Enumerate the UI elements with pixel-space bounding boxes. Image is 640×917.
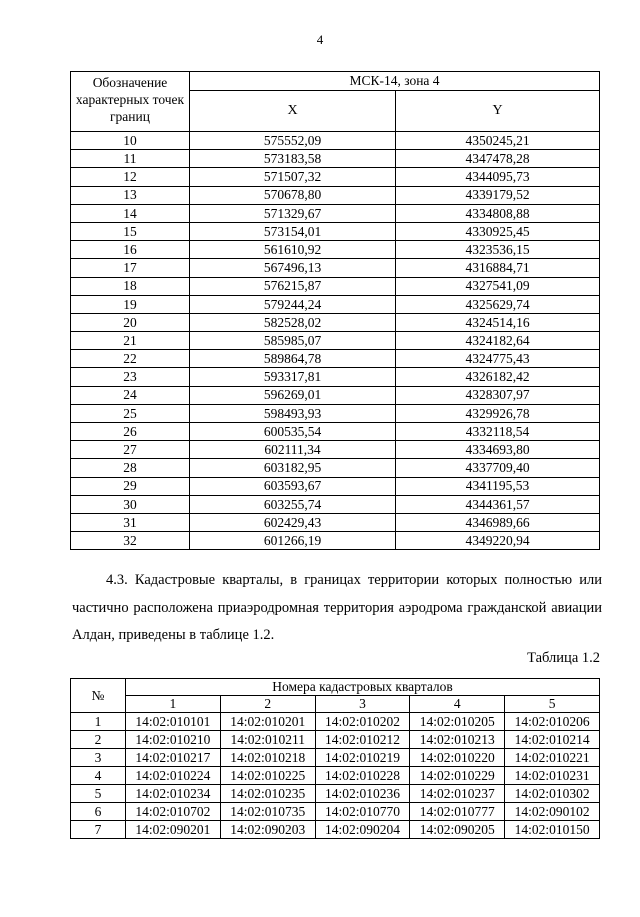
table-row — [71, 423, 600, 441]
y-coordinate-cell: 4316884,71 — [396, 259, 600, 277]
row-number-cell: 2 — [71, 731, 126, 749]
point-id-cell: 26 — [71, 423, 190, 441]
y-coordinate-cell: 4330925,45 — [396, 222, 600, 240]
y-coordinate-cell: 4332118,54 — [396, 423, 600, 441]
point-id-cell: 14 — [71, 204, 190, 222]
table-row — [71, 150, 600, 168]
cadastral-number-cell: 14:02:010225 — [220, 767, 315, 785]
point-id-cell: 24 — [71, 386, 190, 404]
x-coordinate-cell: 585985,07 — [190, 332, 396, 350]
paragraph-text: 4.3. Кадастровые кварталы, в границах территории которых полностью или частично расположена приаэродромная территория аэродрома гражданской авиации Алдан, приведены в таблице 1.2. — [72, 572, 602, 643]
cadastral-number-cell: 14:02:010221 — [505, 749, 600, 767]
cadastral-number-cell: 14:02:010101 — [126, 713, 221, 731]
x-coordinate-cell: 601266,19 — [190, 532, 396, 550]
x-coordinate-cell: 603255,74 — [190, 495, 396, 513]
cadastral-number-cell: 14:02:090204 — [315, 821, 410, 839]
table-row — [71, 313, 600, 331]
x-coordinate-cell: 598493,93 — [190, 404, 396, 422]
point-id-cell: 13 — [71, 186, 190, 204]
point-id-cell: 20 — [71, 313, 190, 331]
cadastral-number-cell: 14:02:010234 — [126, 785, 221, 803]
y-coordinate-cell: 4328307,97 — [396, 386, 600, 404]
table-row — [71, 441, 600, 459]
cadastral-number-cell: 14:02:010212 — [315, 731, 410, 749]
table-row — [71, 785, 600, 803]
point-id-cell: 11 — [71, 150, 190, 168]
x-coordinate-cell: 603182,95 — [190, 459, 396, 477]
table-row — [71, 713, 600, 731]
x-coordinate-cell: 600535,54 — [190, 423, 396, 441]
row-number-cell: 7 — [71, 821, 126, 839]
table-row — [71, 168, 600, 186]
y-coordinate-cell: 4346989,66 — [396, 513, 600, 531]
point-id-cell: 23 — [71, 368, 190, 386]
point-id-cell: 15 — [71, 222, 190, 240]
cadastral-number-cell: 14:02:010206 — [505, 713, 600, 731]
x-coordinate-cell: 571329,67 — [190, 204, 396, 222]
y-column-header: Y — [396, 91, 600, 132]
y-coordinate-cell: 4323536,15 — [396, 241, 600, 259]
table-row — [71, 277, 600, 295]
row-number-cell: 1 — [71, 713, 126, 731]
table-row — [71, 459, 600, 477]
point-id-cell: 17 — [71, 259, 190, 277]
page-number: 4 — [316, 32, 324, 47]
table-row — [71, 803, 600, 821]
point-id-cell: 12 — [71, 168, 190, 186]
cadastral-number-cell: 14:02:090203 — [220, 821, 315, 839]
point-id-cell: 29 — [71, 477, 190, 495]
x-coordinate-cell: 602429,43 — [190, 513, 396, 531]
cadastral-number-cell: 14:02:010205 — [410, 713, 505, 731]
cadastral-number-cell: 14:02:010210 — [126, 731, 221, 749]
y-coordinate-cell: 4334808,88 — [396, 204, 600, 222]
cadastral-table — [70, 678, 600, 839]
table-row — [71, 241, 600, 259]
number-column-header: № — [71, 679, 126, 713]
coordinate-system-header: МСК-14, зона 4 — [190, 72, 600, 91]
point-id-cell: 16 — [71, 241, 190, 259]
row-number-cell: 5 — [71, 785, 126, 803]
table-row — [71, 295, 600, 313]
cadastral-number-cell: 14:02:010150 — [505, 821, 600, 839]
x-coordinate-cell: 576215,87 — [190, 277, 396, 295]
x-column-header: X — [190, 91, 396, 132]
cadastral-number-cell: 14:02:010236 — [315, 785, 410, 803]
table-row — [71, 731, 600, 749]
cadastral-number-cell: 14:02:010228 — [315, 767, 410, 785]
row-number-cell: 3 — [71, 749, 126, 767]
y-coordinate-cell: 4349220,94 — [396, 532, 600, 550]
x-coordinate-cell: 589864,78 — [190, 350, 396, 368]
y-coordinate-cell: 4334693,80 — [396, 441, 600, 459]
cadastral-number-cell: 14:02:010702 — [126, 803, 221, 821]
y-coordinate-cell: 4347478,28 — [396, 150, 600, 168]
table-row — [71, 386, 600, 404]
table-row — [71, 513, 600, 531]
x-coordinate-cell: 573154,01 — [190, 222, 396, 240]
y-coordinate-cell: 4337709,40 — [396, 459, 600, 477]
cadastral-number-cell: 14:02:090102 — [505, 803, 600, 821]
cadastral-number-cell: 14:02:010229 — [410, 767, 505, 785]
cadastral-number-cell: 14:02:090201 — [126, 821, 221, 839]
y-coordinate-cell: 4326182,42 — [396, 368, 600, 386]
cadastral-number-cell: 14:02:010220 — [410, 749, 505, 767]
table-row — [71, 477, 600, 495]
row-number-cell: 4 — [71, 767, 126, 785]
point-id-cell: 22 — [71, 350, 190, 368]
y-coordinate-cell: 4329926,78 — [396, 404, 600, 422]
table-caption: Таблица 1.2 — [527, 650, 600, 666]
point-label-header: Обозначение характерных точек границ — [71, 72, 190, 132]
y-coordinate-cell: 4325629,74 — [396, 295, 600, 313]
cadastral-number-cell: 14:02:010217 — [126, 749, 221, 767]
cadastral-table-body — [71, 713, 600, 839]
x-coordinate-cell: 573183,58 — [190, 150, 396, 168]
cadastral-number-cell: 14:02:010777 — [410, 803, 505, 821]
table-row — [71, 222, 600, 240]
coordinates-table — [70, 71, 600, 550]
cadastral-number-cell: 14:02:010201 — [220, 713, 315, 731]
x-coordinate-cell: 575552,09 — [190, 132, 396, 150]
table-row — [71, 368, 600, 386]
point-id-cell: 28 — [71, 459, 190, 477]
x-coordinate-cell: 596269,01 — [190, 386, 396, 404]
cadastral-number-cell: 14:02:010237 — [410, 785, 505, 803]
column-number-header: 1 — [126, 696, 221, 713]
y-coordinate-cell: 4324775,43 — [396, 350, 600, 368]
table-row — [71, 767, 600, 785]
cadastral-number-cell: 14:02:010213 — [410, 731, 505, 749]
cadastral-number-cell: 14:02:010219 — [315, 749, 410, 767]
point-id-cell: 32 — [71, 532, 190, 550]
table-row — [71, 204, 600, 222]
cadastral-number-cell: 14:02:010211 — [220, 731, 315, 749]
y-coordinate-cell: 4327541,09 — [396, 277, 600, 295]
table-row — [71, 495, 600, 513]
y-coordinate-cell: 4324182,64 — [396, 332, 600, 350]
point-id-cell: 19 — [71, 295, 190, 313]
y-coordinate-cell: 4344361,57 — [396, 495, 600, 513]
table-row — [71, 404, 600, 422]
y-coordinate-cell: 4324514,16 — [396, 313, 600, 331]
column-number-header: 5 — [505, 696, 600, 713]
y-coordinate-cell: 4350245,21 — [396, 132, 600, 150]
cadastral-number-cell: 14:02:010770 — [315, 803, 410, 821]
x-coordinate-cell: 602111,34 — [190, 441, 396, 459]
table-row — [71, 132, 600, 150]
table-row — [71, 532, 600, 550]
cadastral-group-header: Номера кадастровых кварталов — [126, 679, 600, 696]
x-coordinate-cell: 571507,32 — [190, 168, 396, 186]
cadastral-number-cell: 14:02:010302 — [505, 785, 600, 803]
table-row — [71, 350, 600, 368]
table-row — [71, 332, 600, 350]
x-coordinate-cell: 579244,24 — [190, 295, 396, 313]
section-paragraph — [72, 567, 602, 650]
cadastral-number-cell: 14:02:010235 — [220, 785, 315, 803]
x-coordinate-cell: 582528,02 — [190, 313, 396, 331]
cadastral-number-cell: 14:02:010231 — [505, 767, 600, 785]
column-number-row — [71, 696, 600, 713]
y-coordinate-cell: 4341195,53 — [396, 477, 600, 495]
x-coordinate-cell: 593317,81 — [190, 368, 396, 386]
column-number-header: 2 — [220, 696, 315, 713]
x-coordinate-cell: 570678,80 — [190, 186, 396, 204]
column-number-header: 3 — [315, 696, 410, 713]
cadastral-number-cell: 14:02:010214 — [505, 731, 600, 749]
x-coordinate-cell: 567496,13 — [190, 259, 396, 277]
x-coordinate-cell: 561610,92 — [190, 241, 396, 259]
coordinates-table-body — [71, 132, 600, 550]
point-id-cell: 31 — [71, 513, 190, 531]
point-id-cell: 25 — [71, 404, 190, 422]
point-id-cell: 18 — [71, 277, 190, 295]
table-row — [71, 186, 600, 204]
table-row — [71, 749, 600, 767]
y-coordinate-cell: 4344095,73 — [396, 168, 600, 186]
point-id-cell: 30 — [71, 495, 190, 513]
cadastral-number-cell: 14:02:010218 — [220, 749, 315, 767]
column-number-header: 4 — [410, 696, 505, 713]
x-coordinate-cell: 603593,67 — [190, 477, 396, 495]
point-id-cell: 21 — [71, 332, 190, 350]
y-coordinate-cell: 4339179,52 — [396, 186, 600, 204]
cadastral-number-cell: 14:02:090205 — [410, 821, 505, 839]
row-number-cell: 6 — [71, 803, 126, 821]
cadastral-number-cell: 14:02:010224 — [126, 767, 221, 785]
cadastral-number-cell: 14:02:010735 — [220, 803, 315, 821]
point-id-cell: 10 — [71, 132, 190, 150]
table-row — [71, 259, 600, 277]
cadastral-number-cell: 14:02:010202 — [315, 713, 410, 731]
point-id-cell: 27 — [71, 441, 190, 459]
table-row — [71, 821, 600, 839]
